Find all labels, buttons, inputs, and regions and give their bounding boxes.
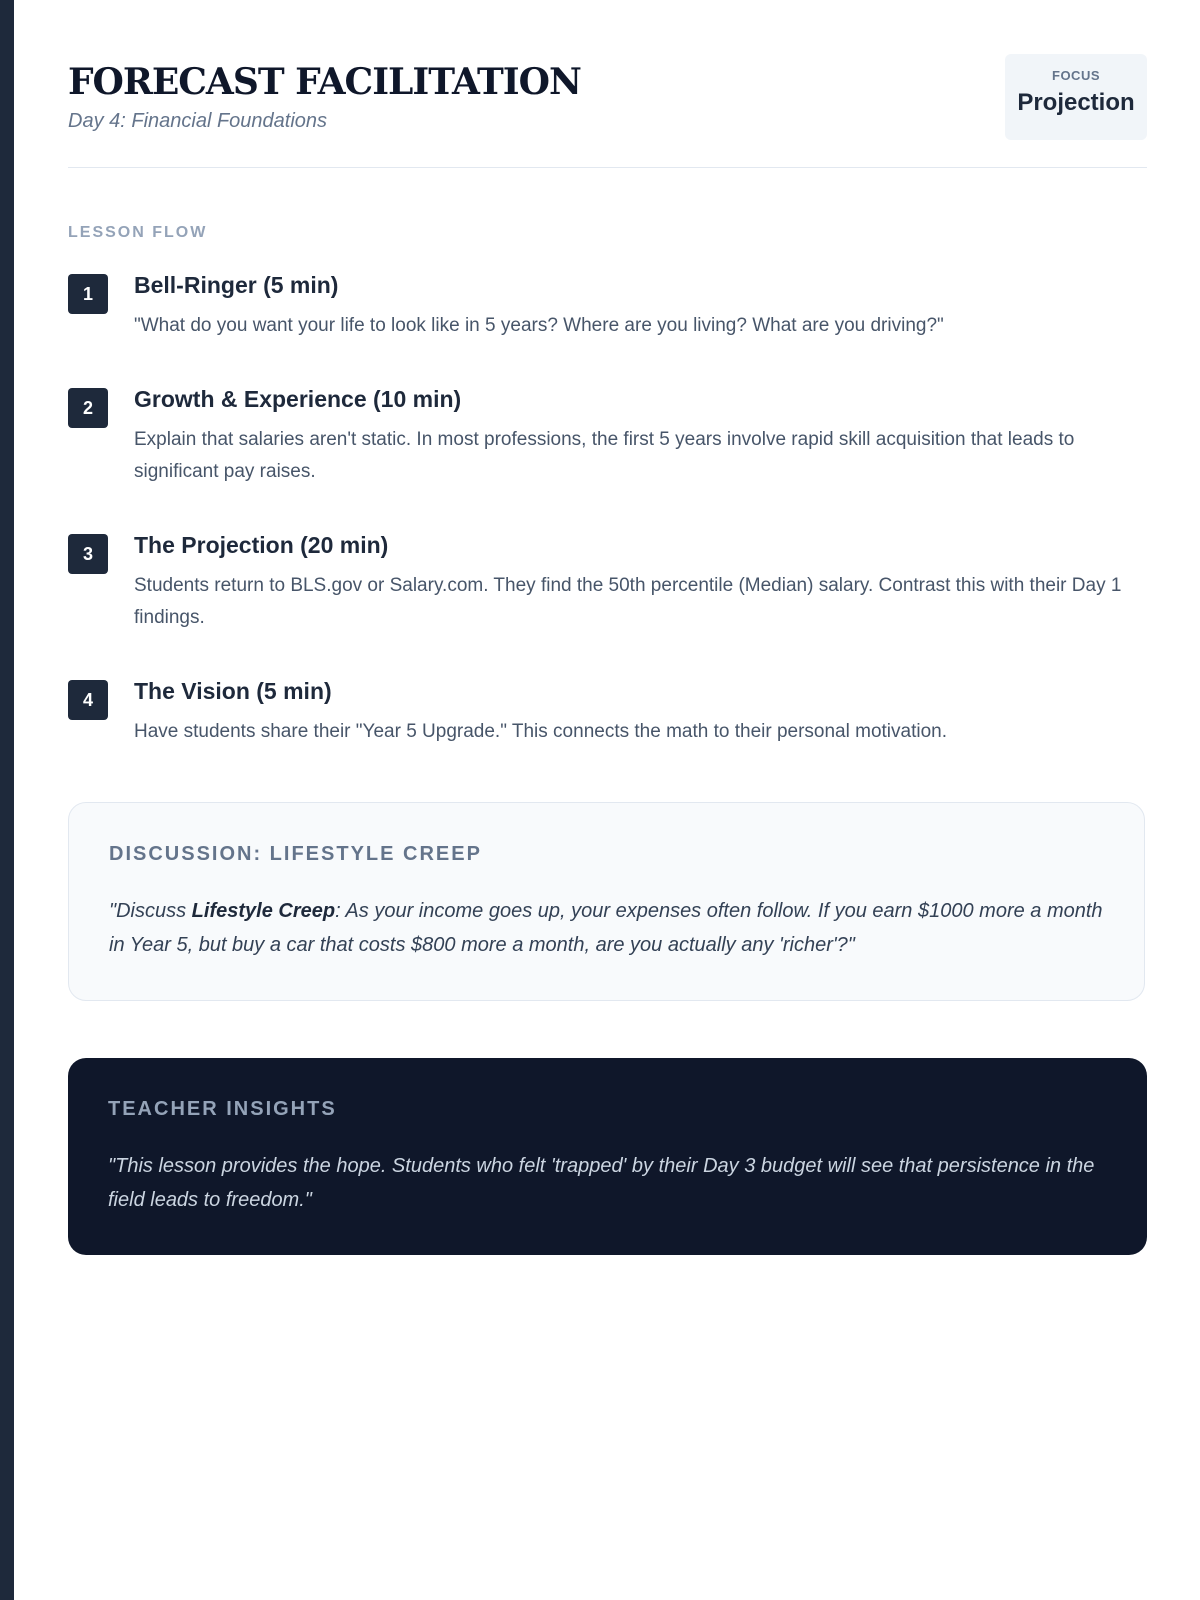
step-description: Explain that salaries aren't static. In most professions, the first 5 years involve rapid skill acquisition that leads to significant pay raises. bbox=[134, 429, 1075, 482]
discussion-key-term: Lifestyle Creep bbox=[191, 900, 336, 922]
lesson-flow-label: LESSON FLOW bbox=[68, 224, 208, 241]
step-title: The Vision (5 min) bbox=[134, 678, 332, 704]
page-title: FORECAST FACILITATION bbox=[68, 61, 581, 103]
focus-label: FOCUS bbox=[1052, 68, 1100, 83]
lesson-flow-list bbox=[68, 268, 1147, 788]
discussion-text-prefix: "Discuss bbox=[109, 900, 192, 922]
lesson-step bbox=[68, 528, 1147, 634]
insights-label: TEACHER INSIGHTS bbox=[108, 1098, 337, 1120]
discussion-text-suffix: : As your income goes up, your expenses often follow. If you earn $1000 more a month in Year 5, but buy a car that costs $800 more a month, are you actually any 'richer'?" bbox=[109, 900, 1103, 956]
step-number: 4 bbox=[68, 680, 108, 720]
lesson-step bbox=[68, 268, 1147, 342]
insights-text: "This lesson provides the hope. Students who felt 'trapped' by their Day 3 budget will see that persistence in the field leads to freedom." bbox=[108, 1155, 1095, 1211]
lesson-step bbox=[68, 382, 1147, 488]
discussion-label: DISCUSSION: LIFESTYLE CREEP bbox=[109, 843, 482, 865]
step-title: Bell-Ringer (5 min) bbox=[134, 272, 339, 298]
step-description: Have students share their "Year 5 Upgrade." This connects the math to their personal motivation. bbox=[134, 721, 947, 742]
discussion-card bbox=[68, 802, 1145, 1001]
step-number: 3 bbox=[68, 534, 108, 574]
lesson-step bbox=[68, 674, 1147, 748]
focus-badge bbox=[1005, 54, 1147, 140]
focus-value: Projection bbox=[1017, 89, 1135, 116]
step-number: 1 bbox=[68, 274, 108, 314]
lesson-page bbox=[68, 0, 1147, 1211]
teacher-insights-card bbox=[68, 1058, 1147, 1255]
page-header bbox=[68, 0, 1147, 168]
step-number: 2 bbox=[68, 388, 108, 428]
step-description: Students return to BLS.gov or Salary.com. They find the 50th percentile (Median) salary. Contrast this with their Day 1 findings. bbox=[134, 575, 1122, 628]
discussion-text bbox=[109, 894, 1104, 962]
step-description: "What do you want your life to look like in 5 years? Where are you living? What are you driving?" bbox=[134, 315, 944, 336]
page-subtitle: Day 4: Financial Foundations bbox=[68, 110, 328, 132]
left-accent-bar bbox=[0, 0, 14, 1600]
step-title: The Projection (20 min) bbox=[134, 532, 389, 558]
step-title: Growth & Experience (10 min) bbox=[134, 386, 462, 412]
